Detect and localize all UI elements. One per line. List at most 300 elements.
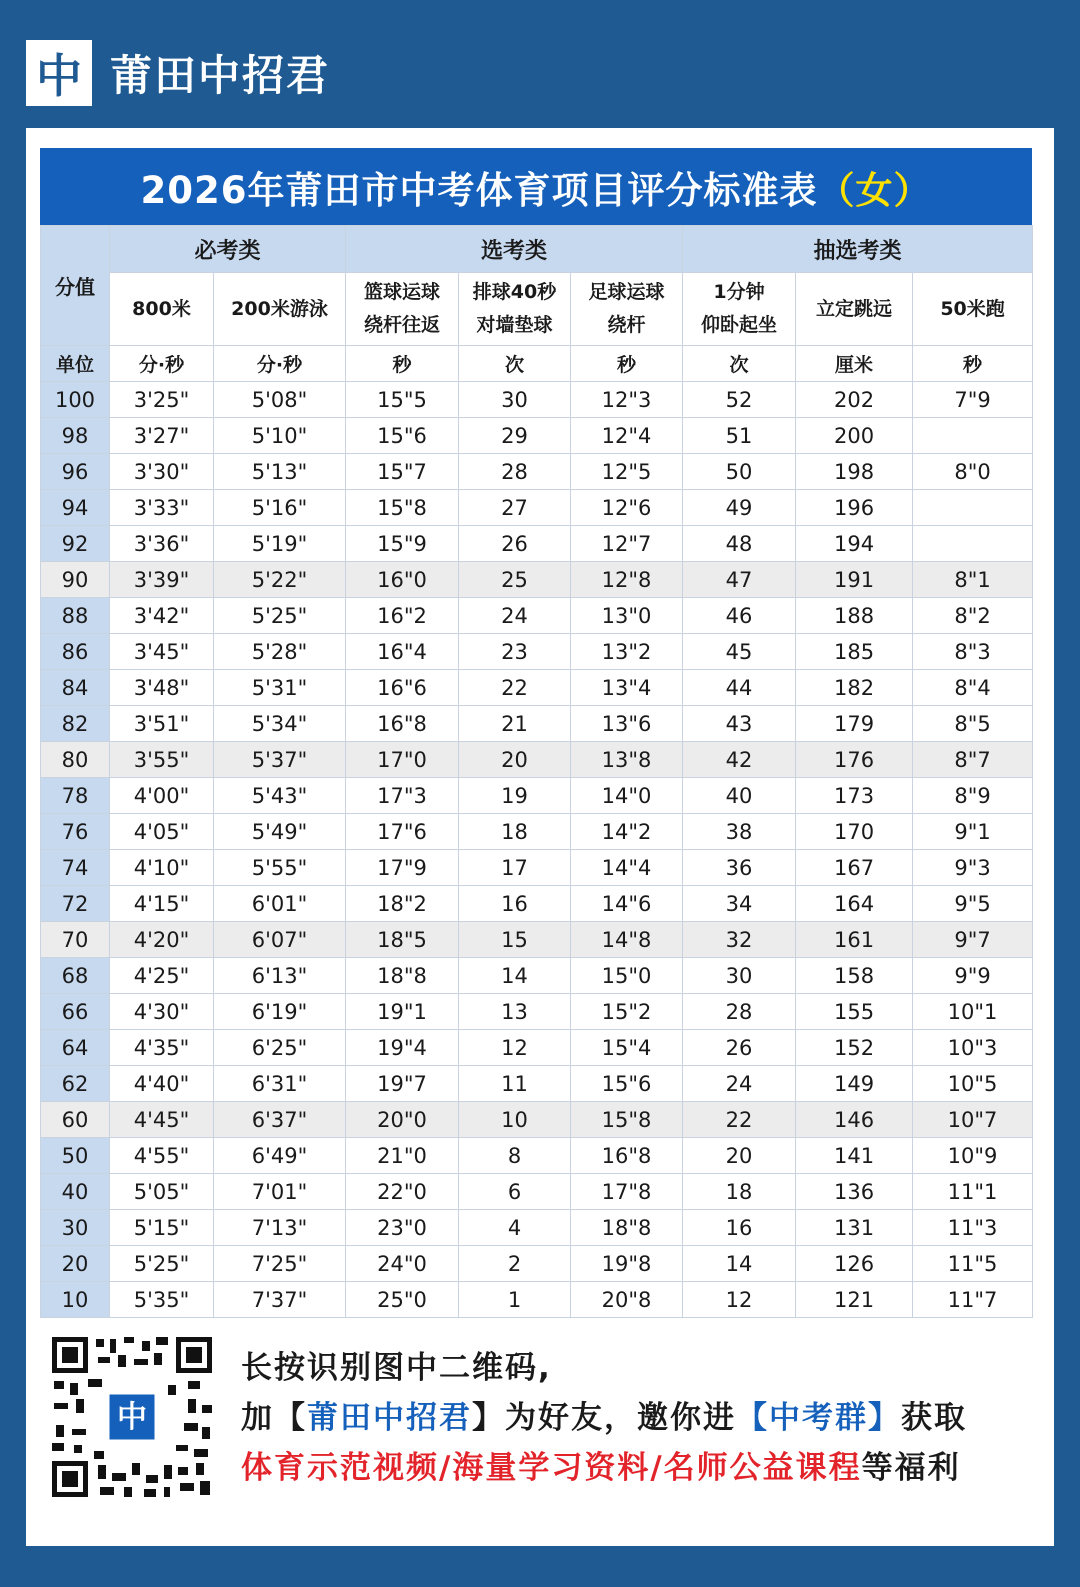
value-cell: 16"0 (346, 562, 459, 598)
value-cell: 32 (683, 922, 796, 958)
value-cell: 11"1 (913, 1174, 1033, 1210)
value-cell: 43 (683, 706, 796, 742)
item-header (110, 273, 214, 346)
item-header (459, 273, 571, 346)
score-cell: 96 (41, 454, 110, 490)
value-cell: 13"6 (571, 706, 683, 742)
qr-code-icon (48, 1333, 216, 1501)
group-header-random: 抽选考类 (683, 226, 1033, 273)
value-cell: 16"4 (346, 634, 459, 670)
value-cell: 45 (683, 634, 796, 670)
value-cell: 19"7 (346, 1066, 459, 1102)
value-cell: 198 (796, 454, 913, 490)
item-header-line1: 50米跑 (940, 297, 1005, 320)
item-header-line2: 仰卧起坐 (701, 314, 778, 336)
value-cell: 20"0 (346, 1102, 459, 1138)
value-cell: 21 (459, 706, 571, 742)
group-header-required: 必考类 (110, 226, 346, 273)
value-cell: 12"6 (571, 490, 683, 526)
item-header (346, 273, 459, 346)
table-row (41, 958, 1033, 994)
value-cell: 10 (459, 1102, 571, 1138)
value-cell: 30 (459, 382, 571, 418)
score-cell: 10 (41, 1282, 110, 1318)
value-cell: 12"5 (571, 454, 683, 490)
value-cell: 26 (459, 526, 571, 562)
value-cell: 16 (459, 886, 571, 922)
value-cell: 15"2 (571, 994, 683, 1030)
value-cell: 4'15" (110, 886, 214, 922)
value-cell: 6 (459, 1174, 571, 1210)
item-header-line1: 200米游泳 (231, 297, 328, 320)
table-row (41, 814, 1033, 850)
value-cell: 28 (683, 994, 796, 1030)
value-cell: 15"7 (346, 454, 459, 490)
value-cell: 48 (683, 526, 796, 562)
value-cell: 3'39" (110, 562, 214, 598)
unit-cell: 分·秒 (110, 346, 214, 382)
value-cell: 188 (796, 598, 913, 634)
value-cell: 25"0 (346, 1282, 459, 1318)
value-cell: 121 (796, 1282, 913, 1318)
value-cell: 6'37" (214, 1102, 346, 1138)
value-cell: 12 (683, 1282, 796, 1318)
value-cell: 7'37" (214, 1282, 346, 1318)
value-cell: 13"4 (571, 670, 683, 706)
value-cell: 8"7 (913, 742, 1033, 778)
value-cell: 16"2 (346, 598, 459, 634)
value-cell: 3'27" (110, 418, 214, 454)
value-cell: 1 (459, 1282, 571, 1318)
value-cell: 5'55" (214, 850, 346, 886)
value-cell: 3'33" (110, 490, 214, 526)
value-cell: 7"9 (913, 382, 1033, 418)
table-row (41, 1066, 1033, 1102)
value-cell: 7'13" (214, 1210, 346, 1246)
score-cell: 76 (41, 814, 110, 850)
value-cell: 8"9 (913, 778, 1033, 814)
value-cell: 22"0 (346, 1174, 459, 1210)
value-cell: 42 (683, 742, 796, 778)
value-cell: 7'01" (214, 1174, 346, 1210)
value-cell: 13"2 (571, 634, 683, 670)
table-row (41, 1174, 1033, 1210)
item-header-line1: 篮球运球 (364, 281, 441, 303)
value-cell: 22 (683, 1102, 796, 1138)
value-cell: 196 (796, 490, 913, 526)
value-cell: 2 (459, 1246, 571, 1282)
value-cell: 5'43" (214, 778, 346, 814)
value-cell: 11 (459, 1066, 571, 1102)
value-cell: 12"4 (571, 418, 683, 454)
value-cell: 5'28" (214, 634, 346, 670)
table-row (41, 886, 1033, 922)
value-cell: 13"8 (571, 742, 683, 778)
unit-cell: 厘米 (796, 346, 913, 382)
value-cell: 5'31" (214, 670, 346, 706)
value-cell (913, 490, 1033, 526)
score-cell: 72 (41, 886, 110, 922)
score-cell: 66 (41, 994, 110, 1030)
value-cell: 30 (683, 958, 796, 994)
footer-line-2-mid: 】为好友，邀你进 (472, 1400, 736, 1436)
value-cell: 47 (683, 562, 796, 598)
table-row (41, 1246, 1033, 1282)
value-cell: 16"8 (346, 706, 459, 742)
value-cell: 126 (796, 1246, 913, 1282)
value-cell: 24 (459, 598, 571, 634)
unit-cell: 秒 (913, 346, 1033, 382)
value-cell: 155 (796, 994, 913, 1030)
score-cell: 90 (41, 562, 110, 598)
value-cell: 18"8 (346, 958, 459, 994)
value-cell: 13 (459, 994, 571, 1030)
table-row (41, 454, 1033, 490)
value-cell: 5'25" (214, 598, 346, 634)
score-cell: 64 (41, 1030, 110, 1066)
score-cell: 94 (41, 490, 110, 526)
value-cell: 18"8 (571, 1210, 683, 1246)
value-cell: 14"6 (571, 886, 683, 922)
value-cell: 179 (796, 706, 913, 742)
table-row (41, 850, 1033, 886)
value-cell: 50 (683, 454, 796, 490)
value-cell: 12"7 (571, 526, 683, 562)
value-cell: 4'25" (110, 958, 214, 994)
value-cell: 185 (796, 634, 913, 670)
score-cell: 70 (41, 922, 110, 958)
value-cell: 15"8 (346, 490, 459, 526)
value-cell: 3'30" (110, 454, 214, 490)
table-row (41, 1030, 1033, 1066)
unit-cell: 次 (683, 346, 796, 382)
unit-label: 单位 (41, 346, 110, 382)
value-cell: 141 (796, 1138, 913, 1174)
value-cell: 20 (683, 1138, 796, 1174)
footer-line-1: 长按识别图中二维码, (241, 1350, 552, 1386)
value-cell: 6'01" (214, 886, 346, 922)
value-cell: 191 (796, 562, 913, 598)
table-row (41, 1282, 1033, 1318)
value-cell: 18"2 (346, 886, 459, 922)
table-row (41, 778, 1033, 814)
score-cell: 30 (41, 1210, 110, 1246)
footer-line-2-prefix: 加【 (241, 1400, 307, 1436)
table-row (41, 634, 1033, 670)
value-cell: 17 (459, 850, 571, 886)
value-cell: 4'40" (110, 1066, 214, 1102)
value-cell: 9"3 (913, 850, 1033, 886)
value-cell: 4'45" (110, 1102, 214, 1138)
value-cell: 176 (796, 742, 913, 778)
value-cell: 158 (796, 958, 913, 994)
value-cell: 14"0 (571, 778, 683, 814)
value-cell: 24"0 (346, 1246, 459, 1282)
brand-logo-icon: 中 (26, 40, 92, 106)
value-cell: 18 (683, 1174, 796, 1210)
score-header: 分值 (41, 226, 110, 346)
value-cell: 161 (796, 922, 913, 958)
value-cell: 167 (796, 850, 913, 886)
value-cell: 131 (796, 1210, 913, 1246)
value-cell: 52 (683, 382, 796, 418)
table-row (41, 1102, 1033, 1138)
value-cell: 149 (796, 1066, 913, 1102)
value-cell: 7'25" (214, 1246, 346, 1282)
value-cell: 173 (796, 778, 913, 814)
value-cell: 15 (459, 922, 571, 958)
table-row (41, 994, 1033, 1030)
qr-code[interactable] (48, 1333, 216, 1501)
table-row (41, 706, 1033, 742)
value-cell: 4'05" (110, 814, 214, 850)
value-cell: 22 (459, 670, 571, 706)
value-cell (913, 418, 1033, 454)
item-header-line1: 足球运球 (588, 281, 665, 303)
footer-benefits-suffix: 等福利 (861, 1450, 961, 1486)
value-cell: 11"7 (913, 1282, 1033, 1318)
value-cell: 11"5 (913, 1246, 1033, 1282)
value-cell: 4'35" (110, 1030, 214, 1066)
score-cell: 84 (41, 670, 110, 706)
value-cell: 170 (796, 814, 913, 850)
value-cell: 21"0 (346, 1138, 459, 1174)
score-cell: 86 (41, 634, 110, 670)
value-cell: 17"0 (346, 742, 459, 778)
table-body (41, 382, 1033, 1318)
value-cell: 16"8 (571, 1138, 683, 1174)
value-cell: 15"0 (571, 958, 683, 994)
score-cell: 50 (41, 1138, 110, 1174)
table-row (41, 742, 1033, 778)
value-cell: 18"5 (346, 922, 459, 958)
value-cell: 15"6 (346, 418, 459, 454)
value-cell: 13"0 (571, 598, 683, 634)
unit-cell: 分·秒 (214, 346, 346, 382)
value-cell: 10"5 (913, 1066, 1033, 1102)
value-cell: 15"5 (346, 382, 459, 418)
value-cell: 8"5 (913, 706, 1033, 742)
table-row (41, 490, 1033, 526)
value-cell: 17"3 (346, 778, 459, 814)
score-cell: 82 (41, 706, 110, 742)
value-cell: 17"8 (571, 1174, 683, 1210)
value-cell: 5'19" (214, 526, 346, 562)
score-card (26, 128, 1054, 1546)
value-cell: 3'45" (110, 634, 214, 670)
value-cell: 8 (459, 1138, 571, 1174)
value-cell: 146 (796, 1102, 913, 1138)
value-cell: 14 (683, 1246, 796, 1282)
brand-header (26, 40, 330, 106)
value-cell: 19 (459, 778, 571, 814)
value-cell: 19"1 (346, 994, 459, 1030)
score-cell: 98 (41, 418, 110, 454)
value-cell: 40 (683, 778, 796, 814)
value-cell: 19"4 (346, 1030, 459, 1066)
value-cell (913, 526, 1033, 562)
score-cell: 80 (41, 742, 110, 778)
score-table (40, 225, 1033, 1318)
item-header (913, 273, 1033, 346)
value-cell: 3'51" (110, 706, 214, 742)
score-cell: 68 (41, 958, 110, 994)
value-cell: 27 (459, 490, 571, 526)
value-cell: 182 (796, 670, 913, 706)
value-cell: 38 (683, 814, 796, 850)
value-cell: 164 (796, 886, 913, 922)
table-row (41, 526, 1033, 562)
value-cell: 19"8 (571, 1246, 683, 1282)
value-cell: 5'05" (110, 1174, 214, 1210)
value-cell: 14"2 (571, 814, 683, 850)
footer-brand-link: 莆田中招君 (307, 1400, 472, 1436)
table-title-suffix: （女） (817, 168, 932, 212)
value-cell: 8"1 (913, 562, 1033, 598)
value-cell: 3'25" (110, 382, 214, 418)
value-cell: 5'34" (214, 706, 346, 742)
value-cell: 5'10" (214, 418, 346, 454)
value-cell: 4'20" (110, 922, 214, 958)
value-cell: 23 (459, 634, 571, 670)
value-cell: 20"8 (571, 1282, 683, 1318)
value-cell: 3'42" (110, 598, 214, 634)
value-cell: 5'13" (214, 454, 346, 490)
item-header-line1: 1分钟 (713, 281, 765, 303)
value-cell: 5'16" (214, 490, 346, 526)
value-cell: 16 (683, 1210, 796, 1246)
item-header (571, 273, 683, 346)
value-cell: 194 (796, 526, 913, 562)
value-cell: 29 (459, 418, 571, 454)
value-cell: 12"8 (571, 562, 683, 598)
value-cell: 15"9 (346, 526, 459, 562)
brand-name: 莆田中招君 (110, 51, 331, 100)
value-cell: 6'49" (214, 1138, 346, 1174)
value-cell: 15"8 (571, 1102, 683, 1138)
unit-cell: 秒 (571, 346, 683, 382)
value-cell: 51 (683, 418, 796, 454)
item-header (214, 273, 346, 346)
table-row (41, 1210, 1033, 1246)
value-cell: 14 (459, 958, 571, 994)
value-cell: 5'49" (214, 814, 346, 850)
footer-line-3 (241, 1442, 961, 1487)
value-cell: 46 (683, 598, 796, 634)
table-title (40, 148, 1032, 225)
value-cell: 5'37" (214, 742, 346, 778)
value-cell: 9"7 (913, 922, 1033, 958)
value-cell: 5'15" (110, 1210, 214, 1246)
table-row (41, 382, 1033, 418)
value-cell: 25 (459, 562, 571, 598)
value-cell: 9"1 (913, 814, 1033, 850)
item-header-line1: 立定跳远 (816, 297, 893, 320)
footer-line-2-end: 获取 (901, 1400, 967, 1436)
svg-text:中: 中 (117, 1400, 147, 1435)
value-cell: 49 (683, 490, 796, 526)
footer-benefits: 体育示范视频/海量学习资料/名师公益课程 (241, 1450, 862, 1486)
value-cell: 6'13" (214, 958, 346, 994)
value-cell: 12"3 (571, 382, 683, 418)
footer-line-2 (241, 1392, 967, 1437)
item-header-line2: 对墙垫球 (476, 314, 553, 336)
value-cell: 28 (459, 454, 571, 490)
item-header-line1: 800米 (132, 297, 191, 320)
score-cell: 100 (41, 382, 110, 418)
value-cell: 11"3 (913, 1210, 1033, 1246)
value-cell: 34 (683, 886, 796, 922)
score-cell: 74 (41, 850, 110, 886)
score-cell: 88 (41, 598, 110, 634)
value-cell: 17"9 (346, 850, 459, 886)
table-row (41, 922, 1033, 958)
value-cell: 10"9 (913, 1138, 1033, 1174)
value-cell: 15"4 (571, 1030, 683, 1066)
item-header-line2: 绕杆往返 (364, 314, 441, 336)
value-cell: 10"7 (913, 1102, 1033, 1138)
score-cell: 78 (41, 778, 110, 814)
unit-cell: 秒 (346, 346, 459, 382)
value-cell: 136 (796, 1174, 913, 1210)
value-cell: 5'35" (110, 1282, 214, 1318)
value-cell: 5'25" (110, 1246, 214, 1282)
value-cell: 10"3 (913, 1030, 1033, 1066)
table-row (41, 562, 1033, 598)
value-cell: 4'30" (110, 994, 214, 1030)
value-cell: 15"6 (571, 1066, 683, 1102)
score-cell: 60 (41, 1102, 110, 1138)
score-cell: 92 (41, 526, 110, 562)
value-cell: 5'22" (214, 562, 346, 598)
value-cell: 8"3 (913, 634, 1033, 670)
value-cell: 18 (459, 814, 571, 850)
value-cell: 24 (683, 1066, 796, 1102)
value-cell: 9"5 (913, 886, 1033, 922)
value-cell: 8"2 (913, 598, 1033, 634)
value-cell: 3'55" (110, 742, 214, 778)
value-cell: 8"4 (913, 670, 1033, 706)
item-header-line2: 绕杆 (607, 314, 646, 336)
value-cell: 4'00" (110, 778, 214, 814)
group-header-elective: 选考类 (346, 226, 683, 273)
value-cell: 14"4 (571, 850, 683, 886)
unit-cell: 次 (459, 346, 571, 382)
table-row (41, 1138, 1033, 1174)
footer-group-link: 【中考群】 (736, 1400, 901, 1436)
value-cell: 23"0 (346, 1210, 459, 1246)
item-header-line1: 排球40秒 (472, 281, 557, 303)
value-cell: 202 (796, 382, 913, 418)
value-cell: 36 (683, 850, 796, 886)
value-cell: 6'07" (214, 922, 346, 958)
item-header (683, 273, 796, 346)
score-cell: 20 (41, 1246, 110, 1282)
score-cell: 40 (41, 1174, 110, 1210)
value-cell: 6'31" (214, 1066, 346, 1102)
table-title-text: 2026年莆田市中考体育项目评分标准表 (140, 168, 818, 212)
value-cell: 14"8 (571, 922, 683, 958)
value-cell: 200 (796, 418, 913, 454)
value-cell: 4'10" (110, 850, 214, 886)
value-cell: 6'25" (214, 1030, 346, 1066)
table-row (41, 670, 1033, 706)
value-cell: 12 (459, 1030, 571, 1066)
score-cell: 62 (41, 1066, 110, 1102)
value-cell: 3'36" (110, 526, 214, 562)
table-row (41, 418, 1033, 454)
item-header (796, 273, 913, 346)
